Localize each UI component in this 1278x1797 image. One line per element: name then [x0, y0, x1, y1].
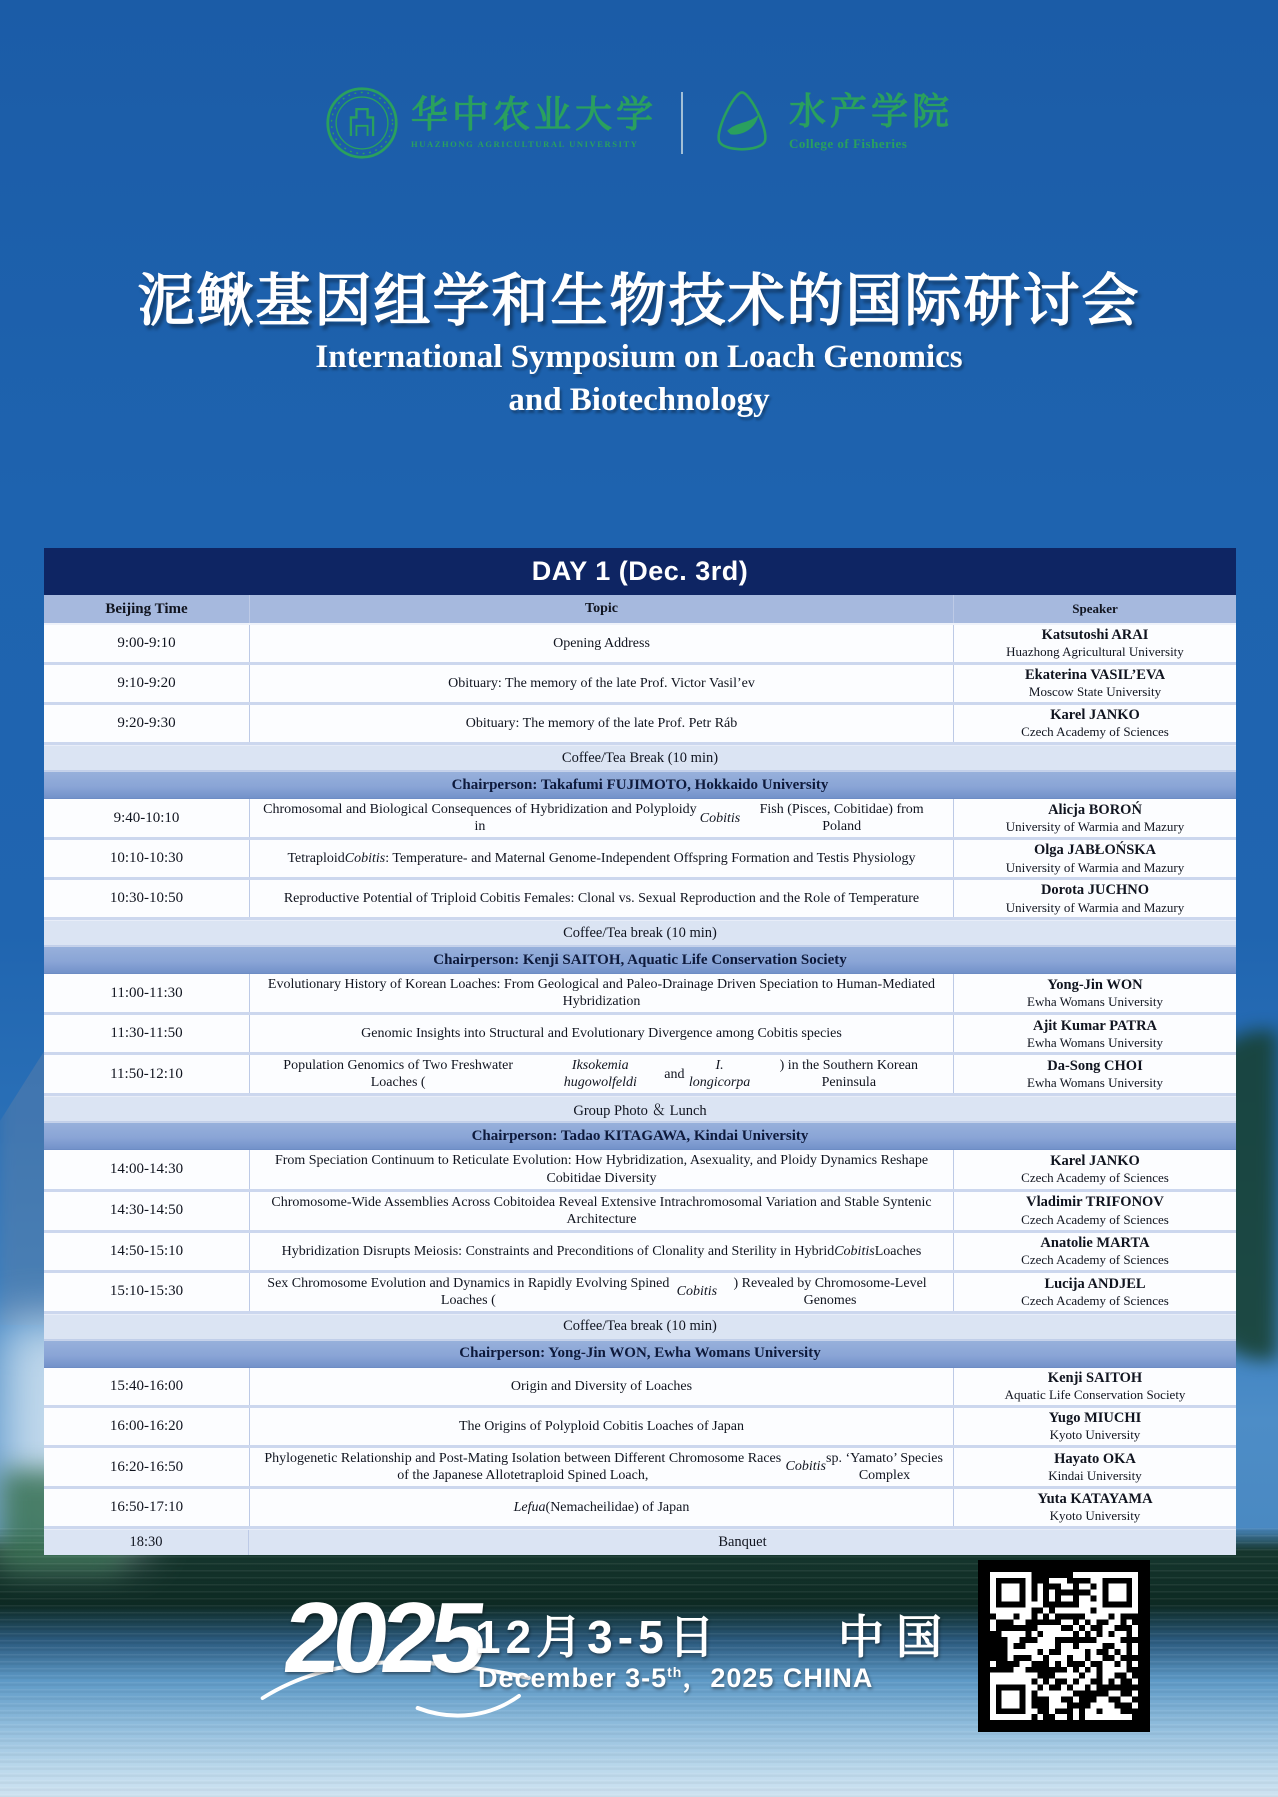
- break-label: Group Photo ＆ Lunch: [573, 1102, 707, 1119]
- session-speaker: [954, 1448, 1236, 1486]
- session-topic: Lefua (Nemacheilidae) of Japan: [249, 1489, 954, 1526]
- date-en-main: December 3-5: [478, 1663, 668, 1693]
- country-zh: 中国: [838, 1611, 954, 1663]
- session-row: [44, 705, 1236, 745]
- session-topic: Chromosome-Wide Assemblies Across Cobitoidea Reveal Extensive Intrachromosomal Variation and Stable Syntenic Architecture: [249, 1192, 954, 1230]
- session-time: 16:00-16:20: [109, 1417, 184, 1434]
- schedule-body: [44, 625, 1236, 1555]
- speaker-affiliation: Aquatic Life Conservation Society: [1004, 1387, 1186, 1403]
- speaker-name: Lucija ANDJEL: [1044, 1275, 1146, 1292]
- session-speaker: [954, 705, 1236, 742]
- speaker-name: Vladimir TRIFONOV: [1026, 1194, 1164, 1211]
- session-topic: Reproductive Potential of Triploid Cobitis Females: Clonal vs. Sexual Reproduction and the Role of Temperature: [249, 880, 954, 917]
- day-header: DAY 1 (Dec. 3rd): [44, 548, 1236, 595]
- session-time: 9:40-10:10: [113, 809, 180, 826]
- session-speaker: [954, 1233, 1236, 1270]
- speaker-name: Alicja BOROŃ: [1048, 801, 1142, 818]
- break-row: [44, 1096, 1236, 1122]
- session-topic: From Speciation Continuum to Reticulate Evolution: How Hybridization, Asexuality, and Ploidy Dynamics Reshape Cobitidae Diversity: [249, 1150, 954, 1188]
- speaker-affiliation: Czech Academy of Sciences: [1021, 1292, 1169, 1308]
- college-name-zh: 水产学院: [789, 92, 953, 134]
- date-en: [478, 1656, 873, 1695]
- speaker-name: Dorota JUCHNO: [1040, 882, 1150, 899]
- speaker-affiliation: Czech Academy of Sciences: [1021, 1170, 1169, 1186]
- break-label: Coffee/Tea break (10 min): [563, 924, 717, 941]
- speaker-affiliation: Kindai University: [1048, 1467, 1142, 1483]
- session-row: [44, 1150, 1236, 1191]
- column-header-time: Beijing Time: [105, 600, 188, 617]
- speaker-name: Da-Song CHOI: [1047, 1058, 1143, 1075]
- break-row: [44, 920, 1236, 946]
- session-row: [44, 1408, 1236, 1448]
- university-name-en: HUAZHONG AGRICULTURAL UNIVERSITY: [411, 138, 639, 149]
- speaker-affiliation: Ewha Womans University: [1027, 1075, 1163, 1091]
- session-topic: Phylogenetic Relationship and Post-Mating Isolation between Different Chromosome Races of the Japanese Allotetraploid Spined Loach, Cobitis sp. ‘Yamato’ Species Complex: [249, 1448, 954, 1486]
- session-time: 9:10-9:20: [117, 675, 176, 691]
- speaker-affiliation: University of Warmia and Mazury: [1005, 859, 1185, 875]
- banquet-label: Banquet: [718, 1534, 767, 1551]
- session-speaker: [954, 840, 1236, 877]
- column-header-speaker: Speaker: [1072, 601, 1118, 617]
- chair-label: Chairperson: Tadao KITAGAWA, Kindai University: [471, 1127, 809, 1144]
- session-topic: Chromosomal and Biological Consequences of Hybridization and Polyploidy in Cobitis Fish (Pisces, Cobitidae) from Poland: [249, 799, 954, 837]
- speaker-affiliation: University of Warmia and Mazury: [1005, 818, 1185, 834]
- college-emblem-icon: [707, 86, 777, 160]
- session-topic: Genomic Insights into Structural and Evolutionary Divergence among Cobitis species: [249, 1015, 954, 1052]
- break-label: Coffee/Tea Break (10 min): [561, 749, 719, 766]
- session-speaker: [954, 1273, 1236, 1311]
- session-speaker: [954, 1015, 1236, 1052]
- session-row: [44, 1448, 1236, 1489]
- session-speaker: [954, 880, 1236, 917]
- logo-divider: [681, 92, 683, 154]
- speaker-name: Yong-Jin WON: [1047, 977, 1143, 994]
- session-time: 15:40-16:00: [109, 1377, 184, 1394]
- session-topic: Opening Address: [249, 625, 954, 662]
- speaker-name: Ekaterina VASIL’EVA: [1024, 667, 1166, 684]
- university-text: [411, 97, 657, 149]
- symposium-title-en-line2: and Biotechnology: [508, 381, 770, 418]
- speaker-name: Yugo MIUCHI: [1048, 1410, 1142, 1427]
- speaker-affiliation: Kyoto University: [1049, 1508, 1141, 1524]
- column-header-topic: Topic: [249, 595, 954, 623]
- session-speaker: [954, 1055, 1236, 1093]
- session-row: [44, 1273, 1236, 1314]
- session-topic: Hybridization Disrupts Meiosis: Constraints and Preconditions of Clonality and Sterility in Hybrid Cobitis Loaches: [249, 1233, 954, 1270]
- session-time: 11:00-11:30: [110, 984, 183, 1001]
- speaker-name: Olga JABŁOŃSKA: [1033, 842, 1157, 859]
- session-row: [44, 1192, 1236, 1233]
- session-topic: Sex Chromosome Evolution and Dynamics in Rapidly Evolving Spined Loaches ( Cobitis ) Revealed by Chromosome-Level Genomes: [249, 1273, 954, 1311]
- speaker-affiliation: Czech Academy of Sciences: [1021, 1252, 1169, 1268]
- session-time: 16:50-17:10: [109, 1499, 184, 1516]
- session-topic: Evolutionary History of Korean Loaches: From Geological and Paleo-Drainage Driven Speciation to Human-Mediated Hybridization: [249, 974, 954, 1012]
- university-emblem-icon: [325, 86, 399, 160]
- speaker-affiliation: Moscow State University: [1028, 684, 1162, 700]
- session-speaker: [954, 1408, 1236, 1445]
- chair-row: [44, 946, 1236, 974]
- session-time: 16:20-16:50: [109, 1458, 184, 1475]
- session-time: 14:00-14:30: [109, 1161, 184, 1178]
- session-time: 9:20-9:30: [117, 715, 176, 731]
- break-row: [44, 745, 1236, 771]
- session-topic: Tetraploid Cobitis : Temperature- and Maternal Genome-Independent Offspring Formation and Testis Physiology: [249, 840, 954, 877]
- session-time: 15:10-15:30: [109, 1283, 184, 1300]
- university-name-zh: 华中农业大学: [411, 95, 657, 137]
- session-speaker: [954, 665, 1236, 702]
- session-topic: Population Genomics of Two Freshwater Loaches ( Iksokemia hugowolfeldi and I. longicorpa ) in the Southern Korean Peninsula: [249, 1055, 954, 1093]
- session-row: [44, 840, 1236, 880]
- banquet-time: 18:30: [44, 1530, 249, 1555]
- session-time: 11:50-12:10: [110, 1065, 183, 1082]
- session-speaker: [954, 1192, 1236, 1230]
- college-name-en: College of Fisheries: [789, 135, 908, 151]
- speaker-name: Katsutoshi ARAI: [1041, 627, 1149, 644]
- session-row: [44, 1489, 1236, 1529]
- session-topic: Origin and Diversity of Loaches: [249, 1368, 954, 1405]
- speaker-name: Karel JANKO: [1050, 707, 1140, 724]
- speaker-name: Yuta KATAYAMA: [1037, 1491, 1153, 1508]
- chair-label: Chairperson: Takafumi FUJIMOTO, Hokkaido University: [451, 776, 829, 793]
- session-speaker: [954, 974, 1236, 1012]
- session-row: [44, 880, 1236, 920]
- session-row: [44, 1368, 1236, 1408]
- session-speaker: [954, 1489, 1236, 1526]
- year-text: 2025: [279, 1582, 486, 1694]
- speaker-affiliation: Czech Academy of Sciences: [1021, 724, 1169, 740]
- date-zh: 12月3-5日: [475, 1611, 720, 1663]
- break-label: Coffee/Tea break (10 min): [563, 1318, 717, 1335]
- session-time: 10:10-10:30: [109, 850, 184, 867]
- symposium-title-zh: 泥鳅基因组学和生物技术的国际研讨会: [137, 270, 1141, 333]
- session-speaker: [954, 1150, 1236, 1188]
- chair-row: [44, 771, 1236, 799]
- symposium-title-en-line1: International Symposium on Loach Genomics: [315, 339, 963, 375]
- speaker-affiliation: University of Warmia and Mazury: [1005, 899, 1185, 915]
- college-text: [789, 94, 953, 152]
- speaker-name: Ajit Kumar PATRA: [1032, 1017, 1158, 1034]
- speaker-affiliation: Czech Academy of Sciences: [1021, 1211, 1169, 1227]
- session-row: [44, 665, 1236, 705]
- speaker-affiliation: Ewha Womans University: [1027, 1034, 1163, 1050]
- chair-label: Chairperson: Yong-Jin WON, Ewha Womans University: [459, 1345, 821, 1362]
- session-row: [44, 625, 1236, 665]
- session-time: 9:00-9:10: [117, 635, 176, 651]
- college-logo: [707, 86, 953, 160]
- session-time: 14:50-15:10: [109, 1242, 184, 1259]
- session-speaker: [954, 625, 1236, 662]
- session-row: [44, 799, 1236, 840]
- chair-row: [44, 1340, 1236, 1368]
- date-en-rest: ，2025 CHINA: [682, 1663, 874, 1693]
- chair-label: Chairperson: Kenji SAITOH, Aquatic Life Conservation Society: [433, 951, 847, 968]
- session-speaker: [954, 799, 1236, 837]
- session-row: [44, 974, 1236, 1015]
- university-logo: [325, 86, 657, 160]
- chair-row: [44, 1122, 1236, 1150]
- speaker-affiliation: Ewha Womans University: [1027, 994, 1163, 1010]
- session-row: [44, 1055, 1236, 1096]
- header-logos: [0, 86, 1278, 160]
- column-header-row: [44, 595, 1236, 625]
- qr-code: [978, 1560, 1150, 1732]
- speaker-name: Hayato OKA: [1054, 1450, 1136, 1467]
- session-topic: Obituary: The memory of the late Prof. Petr Ráb: [249, 705, 954, 742]
- break-row: [44, 1314, 1236, 1340]
- banquet-row: [44, 1529, 1236, 1555]
- speaker-name: Karel JANKO: [1050, 1153, 1140, 1170]
- session-speaker: [954, 1368, 1236, 1405]
- session-topic: Obituary: The memory of the late Prof. Victor Vasil’ev: [249, 665, 954, 702]
- date-en-sup: th: [667, 1664, 683, 1680]
- session-time: 11:30-11:50: [110, 1025, 183, 1042]
- symposium-title-en: [0, 336, 1278, 422]
- session-time: 10:30-10:50: [109, 890, 184, 907]
- session-topic: The Origins of Polyploid Cobitis Loaches of Japan: [249, 1408, 954, 1445]
- session-row: [44, 1233, 1236, 1273]
- speaker-name: Anatolie MARTA: [1040, 1235, 1150, 1252]
- year-2025-logo: [279, 1582, 486, 1694]
- session-time: 14:30-14:50: [109, 1202, 184, 1219]
- schedule-table: [44, 548, 1236, 1555]
- speaker-name: Kenji SAITOH: [1047, 1370, 1143, 1387]
- speaker-affiliation: Huazhong Agricultural University: [1006, 644, 1184, 660]
- speaker-affiliation: Kyoto University: [1049, 1427, 1141, 1443]
- session-row: [44, 1015, 1236, 1055]
